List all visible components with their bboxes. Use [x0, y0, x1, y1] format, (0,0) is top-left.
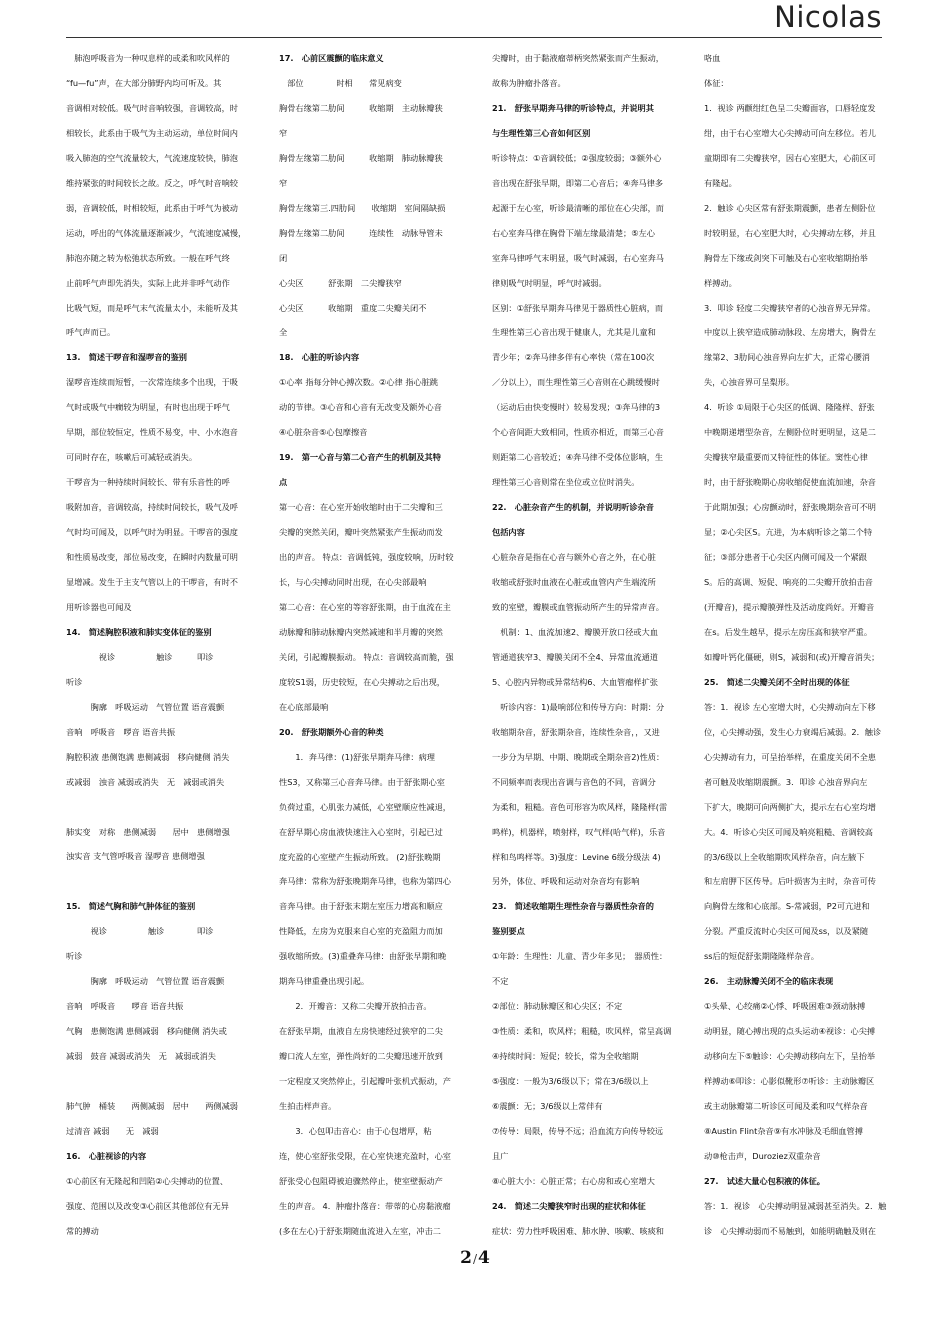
text-line: 动脉瓣和肺动脉瓣内突然减速和半月瓣的突然	[279, 626, 443, 637]
text-line: 第一心音：在心室开始收缩时由于二尖瓣和三	[279, 502, 443, 513]
text-line: 点	[279, 477, 288, 488]
text-line: 湿啰音连续而短暂，一次常连续多个出现，于吸	[66, 377, 238, 388]
text-line: 症状：劳力性呼吸困难、肺水肿、咳嗽、咳痰和	[492, 1225, 664, 1236]
text-line: 咯血	[704, 53, 721, 63]
text-line: ④心脏杂音⑤心包摩擦音	[279, 427, 368, 438]
text-line: 或减弱 浊音 减弱或消失 无 减弱或消失	[66, 776, 225, 787]
text-line: ss后的短促舒张期隆隆样杂音。	[704, 951, 819, 962]
text-line: 位，心尖搏动强，发生心力衰竭后减弱。2．触诊	[704, 726, 882, 737]
header-rule	[66, 37, 882, 38]
text-line: 如瓣叶钙化僵硬，则S，减弱和(或)开瓣音消失；	[704, 651, 880, 662]
text-line: 性降低，左房为克服来自心室的充盈阻力而加	[279, 926, 443, 937]
text-line: 样搏动。	[704, 277, 737, 288]
text-line: 性S3，又称第三心音奔马律。由于舒张期心室	[279, 776, 445, 787]
text-line: 动移向左下⑤触诊：心尖搏动移向左下，呈抬举	[704, 1051, 876, 1062]
text-line: 心尖区 收缩期 重度二尖瓣关闭不	[279, 302, 427, 313]
text-line: (多在左心)于舒张期随血流进入左室，冲击二	[279, 1225, 441, 1236]
text-line: 动明显，随心搏出现的点头运动④视诊：心尖搏	[704, 1026, 876, 1037]
text-line: 大。4．听诊心尖区可闻及响亮粗糙、音调较高	[704, 826, 873, 837]
text-line: 减弱 鼓音 减弱或消失 无 减弱或消失	[66, 1051, 216, 1062]
text-line: 鸣样)，机器样，喷射样，叹气样(哈气样)，乐音	[492, 826, 666, 837]
text-line: 于此期加强；心房颤动时，舒张晚期杂音可不明	[704, 502, 876, 513]
text-line: 的3/6级以上全收缩期吹风样杂音，向左腋下	[704, 851, 865, 862]
text-line: 吸附加音，音调较高，持续时间较长，吸气及呼	[66, 502, 238, 513]
text-line: 显；②心尖区S。亢进，为本病听诊之第二个特	[704, 527, 873, 538]
text-line: 青少年；②奔马律多伴有心率快（常在100次	[492, 352, 655, 363]
text-line: 听诊	[66, 951, 83, 962]
text-line: 胸骨左下缘或剑突下可触及右心室收缩期抬举	[704, 252, 868, 263]
text-line: 5、心腔内异物或异常结构6、大血管瘤样扩张	[492, 676, 658, 687]
text-line: 舒张受心包阻碍被迫骤然停止，使室壁振动产	[279, 1175, 443, 1186]
text-line: 时，由于舒张晚期心房收缩促使血流加速，杂音	[704, 477, 876, 488]
text-line: 24. 简述二尖瓣狭窄时出现的症状和体征	[492, 1200, 646, 1211]
text-line: 心脏杂音是指在心音与额外心音之外，在心脏	[492, 552, 656, 563]
text-line: “fu—fu”声，在大部分肺野内均可听及。其	[66, 77, 222, 88]
text-line	[66, 795, 263, 820]
text-columns	[66, 46, 886, 1241]
text-line: 故称为肿瘤扑落音。	[492, 77, 566, 88]
text-line: 连，使心室舒张受限，在心室快速充盈时，心室	[279, 1150, 451, 1161]
text-line: 有隆起。	[704, 177, 737, 188]
column-1	[66, 46, 263, 1241]
text-line: 气时均可闻及，以呼气时为明显。干啰音的强度	[66, 527, 238, 538]
text-line: 运动，呼出的气体流量逐渐减少，气流速度减慢，	[66, 227, 247, 238]
text-line: 生理性第三心音出现于健康人，尤其是儿童和	[492, 327, 656, 338]
text-line: ①年龄：生理性：儿童、青少年多见； 器质性：	[492, 951, 668, 962]
text-line: 25. 简述二尖瓣关闭不全时出现的体征	[704, 676, 850, 687]
text-line: ⑥震颤：无；3/6级以上常伴有	[492, 1101, 603, 1112]
text-line: ⑦传导：局限，传导不远；沿血流方向传导较远	[492, 1125, 664, 1136]
text-line: 出的声音。 特点：音调低钝，强度较响，历时较	[279, 552, 454, 563]
text-line: 气胸 患侧饱满 患侧减弱 移向健侧 消失或	[66, 1026, 227, 1037]
text-line: 吸入肺泡的空气流量较大，气流速度较快，肺泡	[66, 152, 238, 163]
text-line: 过清音 减弱 无 减弱	[66, 1125, 159, 1136]
text-line: 3．叩诊 轻度二尖瓣狭窄者的心浊音界无异常。	[704, 302, 876, 313]
brand-name: Nicolas	[774, 0, 882, 34]
text-line: ⑧心脏大小：心脏正常；右心房和或心室增大	[492, 1175, 655, 1186]
text-line: 和性质易改变，部位易改变，在瞬时内数量可明	[66, 552, 238, 563]
text-line: 管通道狭窄3、瓣膜关闭不全4、异常血流通道	[492, 651, 658, 662]
text-line: 鉴别要点	[492, 926, 525, 937]
text-line: 律则吸气时明显，呼气时减弱。	[492, 277, 607, 288]
text-line: 在s。后发生越早，提示左房压高和狭窄严重。	[704, 626, 873, 637]
text-line: 动⑩枪击声，Duroziez双重杂音	[704, 1150, 821, 1161]
text-line: 22. 心脏杂音产生的机制，并说明听诊杂音	[492, 502, 654, 513]
text-line: 诊 心尖搏动弱而不易触到，如能明确触及则在	[704, 1225, 876, 1236]
text-line: 中度以上狭窄造成肺动脉段、左房增大，胸骨左	[704, 327, 876, 338]
text-line: 胸骨左缘第三.四肋间 收缩期 室间隔缺损	[279, 202, 446, 213]
text-line: 18. 心脏的听诊内容	[279, 352, 360, 363]
text-line: 童期即有二尖瓣狭窄，因右心室肥大，心前区可	[704, 152, 876, 163]
text-line: 强收缩所致。(3)重叠奔马律：由舒张早期和晚	[279, 951, 447, 962]
text-line: 1．视诊 两颧绀红色呈二尖瓣面容，口唇轻度发	[704, 102, 876, 113]
text-line: 和左肩胛下区传导。后叶损害为主时，杂音可传	[704, 876, 876, 887]
text-line: ①心前区有无隆起和凹陷②心尖搏动的位置、	[66, 1175, 229, 1186]
text-line: 14. 简述胸腔积液和肺实变体征的鉴别	[66, 626, 212, 637]
text-line: 闭	[279, 252, 288, 263]
text-line: 视诊 触诊 叩诊	[66, 926, 214, 937]
text-line: 2．开瓣音：又称二尖瓣开放拍击音。	[279, 1001, 432, 1012]
text-line: 窄	[279, 127, 288, 138]
text-line: 绀，由于右心室增大心尖搏动可向左移位。若儿	[704, 127, 876, 138]
text-line: 27. 试述大量心包积液的体征。	[704, 1175, 825, 1186]
text-line: 一步分为早期、中期、晚期或全期杂音2)性质：	[492, 751, 665, 762]
text-line: 收缩或舒张时血液在心脏或血管内产生端流所	[492, 577, 656, 588]
text-line: 相较长，此系由于吸气为主动运动，单位时间内	[66, 127, 238, 138]
text-line: 另外，体位、呼吸和运动对杂音均有影响	[492, 876, 640, 887]
text-line: 收缩期杂音，舒张期杂音，连续性杂音，，又进	[492, 726, 660, 737]
text-line: 关闭，引起瓣膜振动。 特点：音调较高而脆，强	[279, 651, 454, 662]
text-line: 听诊特点：①音调较低；②强度较弱；③额外心	[492, 152, 662, 163]
text-line: 肺气肿 桶装 两侧减弱 居中 两侧减弱	[66, 1100, 238, 1111]
text-line: 区别：①舒张早期奔马律见于器质性心脏病，而	[492, 302, 664, 313]
text-line: ③性质：柔和，吹风样；粗糙，吹风样，常呈高调	[492, 1026, 672, 1037]
text-line: 尖瓣的突然关闭，瓣叶突然紧张产生振动而发	[279, 527, 443, 538]
text-line: 或主动脉瓣第二听诊区可闻及柔和叹气样杂音	[704, 1101, 868, 1112]
text-line: 肺泡呼吸音为一种叹息样的或柔和吹风样的	[66, 53, 230, 63]
text-line: 样搏动⑥叩诊：心影似靴形⑦听诊：主动脉瓣区	[704, 1076, 875, 1087]
text-line: ／分以上），而生理性第三心音则在心跳缓慢时	[492, 377, 660, 388]
text-line: 可同时存在，咳嗽后可减轻或消失。	[66, 452, 198, 463]
text-line: 尖瓣狭窄最重要而又特征性的体征。窦性心律	[704, 452, 868, 463]
text-line: 26. 主动脉瓣关闭不全的临床表现	[704, 976, 834, 987]
text-line: ④持续时间：短促；较长，常为全收缩期	[492, 1051, 639, 1062]
text-line: 右心室奔马律在胸骨下端左缘最清楚；⑤左心	[492, 227, 655, 238]
text-line: 征；③部分患者于心尖区内侧可闻及一个紧跟	[704, 552, 867, 563]
text-line: 维持紧张的时间较长之故。反之，呼气时音响较	[66, 177, 238, 188]
text-line: 包括内容	[492, 527, 525, 538]
text-line: 生拍击样声音。	[279, 1101, 337, 1112]
text-line: ⑧Austin Flint杂音⑨有水冲脉及毛细血管搏	[704, 1125, 863, 1136]
text-line: 常的搏动	[66, 1225, 99, 1236]
page-footer	[0, 1248, 950, 1268]
text-line: 19. 第一心音与第二心音产生的机制及其特	[279, 452, 441, 463]
text-line: 4．听诊 ①局限于心尖区的低调、隆隆样、舒张	[704, 402, 875, 413]
text-line: 理性第三心音则常在坐位或立位时消失。	[492, 477, 640, 488]
text-line: 止前呼气声即先消失，实际上此并非呼气动作	[66, 277, 230, 288]
text-line: 个心音间距大致相同，性质亦相近，而第三心音	[492, 427, 664, 438]
text-line: 在舒张早期，血液自左房快速经过狭窄的二尖	[279, 1026, 443, 1037]
text-line: 听诊内容：1)最响部位和传导方向：时期：分	[492, 701, 665, 712]
text-line: 且广	[492, 1150, 509, 1161]
text-line: 23. 简述收缩期生理性杂音与器质性杂音的	[492, 901, 654, 912]
text-line: 体征：	[704, 77, 729, 88]
text-line: 胸腔积液 患侧饱满 患侧减弱 移向健侧 消失	[66, 751, 230, 762]
text-line: S。后的高调、短促、响亮的二尖瓣开放拍击音	[704, 577, 873, 588]
text-line: 不定	[492, 976, 509, 987]
text-line: 1．奔马律：(1)舒张早期奔马律：病理	[279, 751, 435, 762]
text-line: 音奔马律。由于舒张末期左室压力增高和顺应	[279, 901, 443, 912]
text-line: 16. 心脏视诊的内容	[66, 1150, 147, 1161]
text-line: 弱，音调较低，时相较短，此系由于呼气为被动	[66, 202, 238, 213]
text-line: 与生理性第三心音如何区别	[492, 127, 591, 138]
text-line: ①头晕、心绞痛②心悸、呼吸困难③颈动脉搏	[704, 1001, 866, 1012]
text-line: 室奔马律呼气末明显，吸气时减弱，右心室奔马	[492, 252, 664, 263]
text-line: 奔马律：常称为舒张晚期奔马律，也称为第四心	[279, 876, 451, 887]
text-line: 胸骨左缘第二肋间 收缩期 肺动脉瓣狭	[279, 152, 443, 163]
text-line: 机制：1、血流加速2、瓣膜开放口径或大血	[492, 626, 658, 637]
text-line: 下扩大，晚期可向两侧扩大，提示左右心室均增	[704, 801, 876, 812]
column-2	[279, 46, 476, 1241]
text-line: 视诊 触诊 叩诊	[66, 651, 214, 662]
text-line: 缘第2、3肋间心浊音界向左扩大，正常心腰消	[704, 352, 870, 363]
text-line	[66, 1069, 263, 1094]
column-4	[704, 46, 901, 1241]
text-line: 胸廓 呼吸运动 气管位置 语音震颤	[66, 976, 225, 987]
text-line: 气时或吸气中癎较为明显，有时也出现于呼气	[66, 402, 230, 413]
text-line: 用听诊器也可闻及	[66, 601, 132, 612]
text-line: 音出现在舒张早期，即第二心音后；④奔马律多	[492, 177, 664, 188]
text-line: (开瓣音)，提示瓣膜弹性及活动度尚好。开瓣音	[704, 601, 875, 612]
text-line: 起源于左心室，听诊最清晰的部位在心尖部，而	[492, 202, 664, 213]
text-line: 向胸骨左缘和心底部。S-常减弱，P2可亢进和	[704, 901, 870, 912]
text-line: 瓣口流人左室，弹性尚好的二尖瓣迅速开放到	[279, 1051, 443, 1062]
text-line: ①心率 指每分钟心搏次数。②心律 指心脏跳	[279, 377, 439, 388]
text-line: 胸骨左缘第二肋间 连续性 动脉导管未	[279, 227, 443, 238]
text-line: 13. 简述干啰音和湿啰音的鉴别	[66, 352, 187, 363]
text-line: 失，心浊音界可呈梨形。	[704, 377, 795, 388]
text-line: 样和鸟鸣样等。3)强度：Levine 6级分级法 4)	[492, 851, 661, 862]
text-line: 肺泡亦随之转为松弛状态所致。一般在呼气终	[66, 252, 230, 263]
page-number: 2	[460, 1248, 472, 1268]
page-total: 4	[478, 1248, 490, 1268]
text-line: 度充盈的心室壁产生振动所致。 (2)舒张晚期	[279, 851, 441, 862]
text-line: 为柔和，粗糙。音色可形容为吹风样，隆隆样(雷	[492, 801, 668, 812]
text-line: 尖瓣时，由于黏液瘤蒂柄突然紧张而产生振动，	[492, 53, 664, 63]
text-line: 部位 时相 常见病变	[279, 77, 402, 88]
text-line: 2．触诊 心尖区常有舒张期震颤，患者左侧卧位	[704, 202, 876, 213]
text-line: 浊实音 支气管呼吸音 湿啰音 患侧增强	[66, 851, 205, 862]
text-line: 一定程度又突然停止，引起瓣叶张机式振动，产	[279, 1076, 451, 1087]
text-line: 长，与心尖搏动同时出现，在心尖部最响	[279, 577, 427, 588]
text-line: 中晚期递增型杂音，左侧卧位时更明显，这是二	[704, 427, 876, 438]
text-line: 度较S1弱，历史较短，在心尖搏动之后出现，	[279, 676, 445, 687]
text-line: 在舒早期心房血液快速注入心室时，引起已过	[279, 826, 443, 837]
text-line: 3．心包叩击音心：由于心包增厚，粘	[279, 1125, 432, 1136]
text-line: 干啰音为一种持续时间较长、带有乐音性的呼	[66, 477, 230, 488]
text-line: 音响 呼吸音 啰音 语音共振	[66, 726, 176, 737]
text-line: 15. 简述气胸和肺气肿体征的鉴别	[66, 901, 196, 912]
page-header	[66, 0, 882, 38]
text-line: 音响 呼吸音 啰音 语音共振	[66, 1001, 184, 1012]
text-line: 动的节律。③心音和心音有无改变及额外心音	[279, 402, 442, 413]
column-3	[492, 46, 689, 1241]
text-line: 心尖搏动有力，可呈抬举样，在重度关闭不全患	[704, 751, 876, 762]
text-line: 答：1．视诊 心尖搏动明显减弱甚至消失。2．触	[704, 1200, 887, 1211]
text-line: 17. 心前区震颤的临床意义	[279, 53, 384, 63]
text-line: 听诊	[66, 676, 83, 687]
text-line: 窄	[279, 177, 288, 188]
text-line: 期奔马律重叠出现引起。	[279, 976, 370, 987]
text-line: 胸廓 呼吸运动 气管位置 语音震颤	[66, 701, 225, 712]
text-line: 呼气声而已。	[66, 327, 116, 338]
page-separator: /	[472, 1252, 478, 1266]
text-line: ⑤强度：一般为3/6级以下；常在3/6级以上	[492, 1076, 649, 1087]
text-line: 者可触及收缩期震颤。3．叩诊 心浊音界向左	[704, 776, 868, 787]
text-line: 显增减。发生于主支气管以上的干啰音，有时不	[66, 577, 238, 588]
text-line: 比吸气短，而是呼气末气流量太小，未能听及其	[66, 302, 238, 313]
text-line: 胸骨右缘第二肋间 收缩期 主动脉瓣狭	[279, 102, 443, 113]
text-line: 则距第二心音较近；④奔马律不受体位影响，生	[492, 452, 664, 463]
text-line: 生的声音。 4．肿瘤扑落音：带蒂的心房黏液瘤	[279, 1200, 451, 1211]
text-line: 心尖区 舒张期 二尖瓣狭窄	[279, 277, 402, 288]
text-line: 时较明显，右心室肥大时，心尖搏动左移，并且	[704, 227, 876, 238]
text-line: ②部位：肺动脉瓣区和心尖区；不定	[492, 1001, 623, 1012]
text-line: 20. 舒张期额外心音的种类	[279, 726, 384, 737]
text-line: 早期，部位较恒定，性质不易变，中、小水泡音	[66, 427, 238, 438]
text-line	[66, 869, 263, 894]
text-line: 分裂。严重反流时心尖区可闻及ss，以及紧随	[704, 926, 869, 937]
text-line: 致的室壁，瓣膜或血管振动所产生的异常声音。	[492, 601, 664, 612]
text-line: 不同频率而表现出音调与音色的不同，音调分	[492, 776, 656, 787]
text-line: （运动后由快变慢时）较易发现；③奔马律的3	[492, 402, 661, 413]
text-line: 音调相对较低。吸气时音响较强，音调较高，时	[66, 102, 238, 113]
text-line: 负荷过重，心肌张力减低，心室壁顺应性减退，	[279, 801, 451, 812]
text-line: 21. 舒张早期奔马律的听诊特点，并说明其	[492, 102, 654, 113]
text-line: 第二心音：在心室的等容舒张期，由于血流在主	[279, 601, 451, 612]
text-line: 全	[279, 327, 288, 338]
text-line: 肺实变 对称 患侧减弱 居中 患侧增强	[66, 826, 230, 837]
text-line: 强度、范围以及改变③心前区其他部位有无异	[66, 1200, 229, 1211]
text-line: 答：1．视诊 左心室增大时，心尖搏动向左下移	[704, 701, 876, 712]
text-line: 在心底部最响	[279, 701, 329, 712]
